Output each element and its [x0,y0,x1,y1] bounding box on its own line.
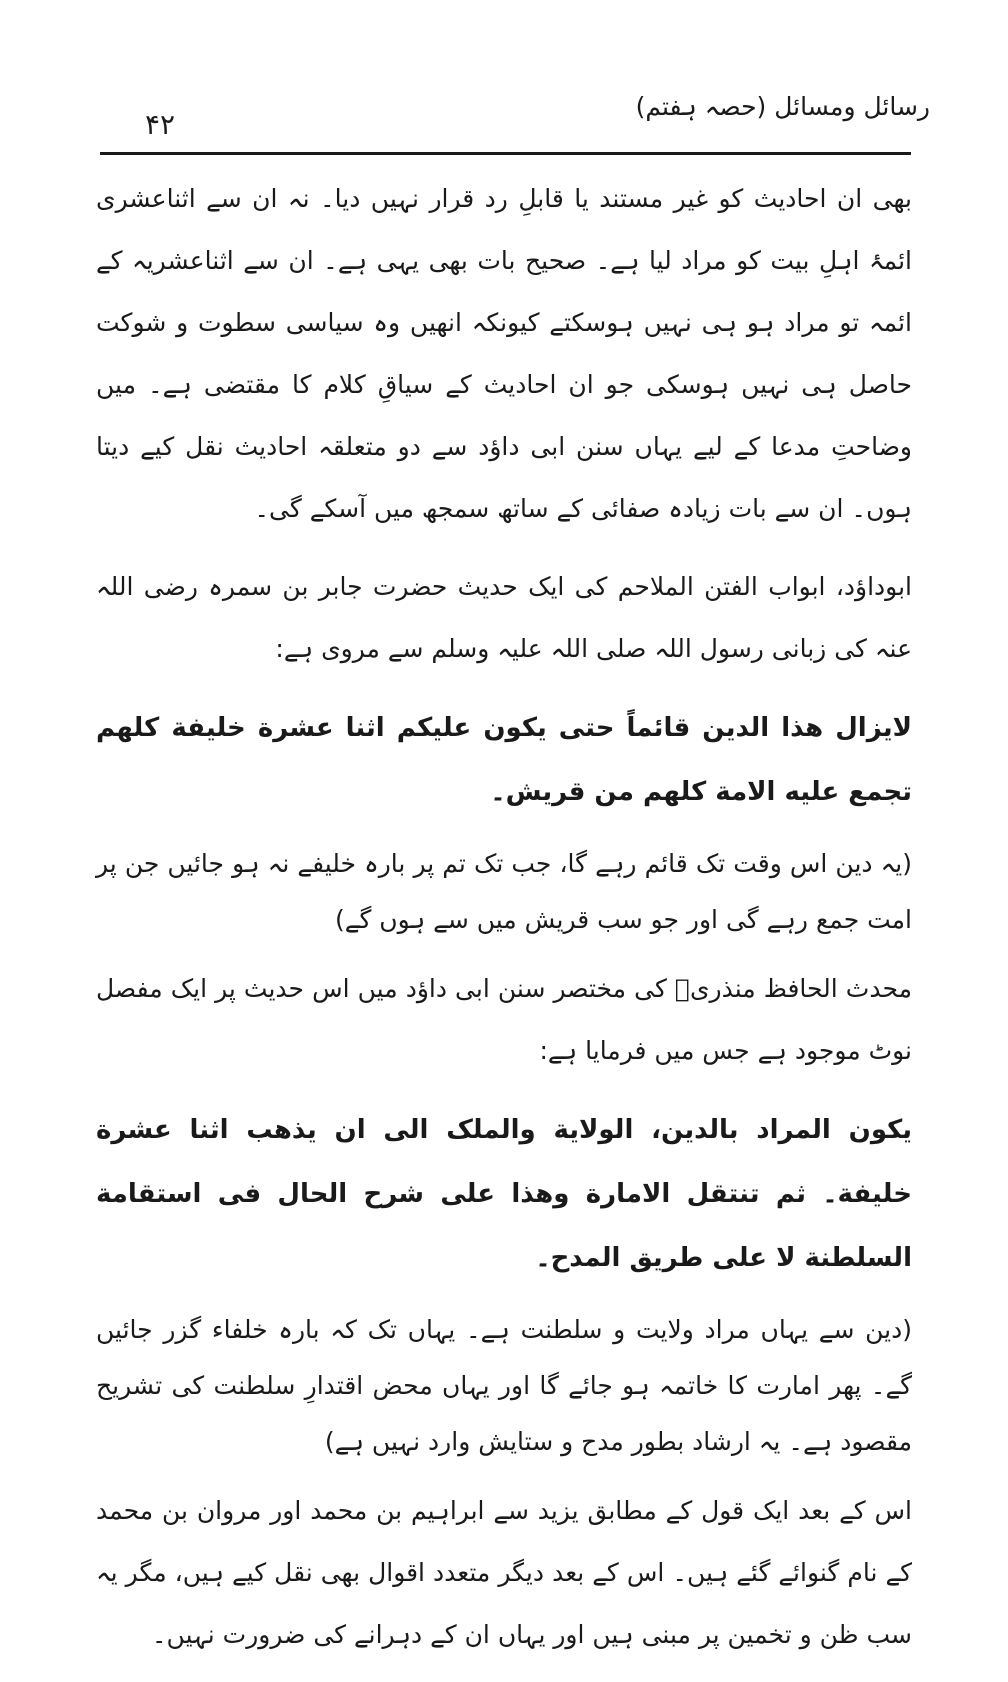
hadith-quote-2: یکون المراد بالدین، الولایة والملک الی ان یذهب اثنا عشرة خلیفة۔ ثم تنتقل الامارة وهذا علی شرح الحال فی استقامة السلطنة لا علی طریق المدح۔ [96,1115,912,1273]
paragraph-2: ابوداؤد، ابواب الفتن الملاحم کی ایک حدیث حضرت جابر بن سمرہ رضی اللہ عنہ کی زبانی رسول اللہ صلی اللہ علیہ وسلم سے مروی ہے: [96,572,912,663]
paragraph-3: محدث الحافظ منذریؒ کی مختصر سنن ابی داؤد میں اس حدیث پر ایک مفصل نوٹ موجود ہے جس میں فرمایا ہے: [96,974,912,1065]
hadith-quote-1: لایزال هذا الدین قائماً حتی یکون علیکم اثنا عشرة خلیفة کلهم تجمع علیه الامة کلهم من قریش۔ [96,713,912,807]
header-rule [100,152,911,155]
page-number: ۴۲ [145,108,176,141]
paragraph-1: بھی ان احادیث کو غیر مستند یا قابلِ رد قرار نہیں دیا۔ نہ ان سے اثناعشری ائمۂ اہلِ بیت کو مراد لیا ہے۔ صحیح بات بھی یہی ہے۔ ان سے اثناعشریہ کے ائمہ تو مراد ہو ہی نہیں ہوسکتے کیونکہ انھیں وہ سیاسی سطوت و شوکت حاصل ہی نہیں ہوسکی جو ان احادیث کے سیاقِ کلام کا مقتضی ہے۔ میں وضاحتِ مدعا کے لیے یہاں سنن ابی داؤد سے دو متعلقہ احادیث نقل کیے دیتا ہوں۔ ان سے بات زیادہ صفائی کے ساتھ سمجھ میں آسکے گی۔ [96,184,912,523]
running-title: رسائل ومسائل (حصہ ہفتم) [635,92,930,121]
page-body [96,168,912,1682]
hadith-translation-2: (دین سے یہاں مراد ولایت و سلطنت ہے۔ یہاں تک کہ بارہ خلفاء گزر جائیں گے۔ پھر امارت کا خاتمہ ہو جائے گا اور یہاں محض اقتدارِ سلطنت کی تشریح مقصود ہے۔ یہ ارشاد بطور مدح و ستایش وارد نہیں ہے) [96,1315,912,1456]
hadith-translation-1: (یہ دین اس وقت تک قائم رہے گا، جب تک تم پر بارہ خلیفے نہ ہو جائیں جن پر امت جمع رہے گی اور جو سب قریش میں سے ہوں گے) [96,849,912,934]
paragraph-4: اس کے بعد ایک قول کے مطابق یزید سے ابراہیم بن محمد اور مروان بن محمد کے نام گنوائے گئے ہیں۔ اس کے بعد دیگر متعدد اقوال بھی نقل کیے ہیں، مگر یہ سب ظن و تخمین پر مبنی ہیں اور یہاں ان کے دہرانے کی ضرورت نہیں۔ [96,1496,912,1649]
